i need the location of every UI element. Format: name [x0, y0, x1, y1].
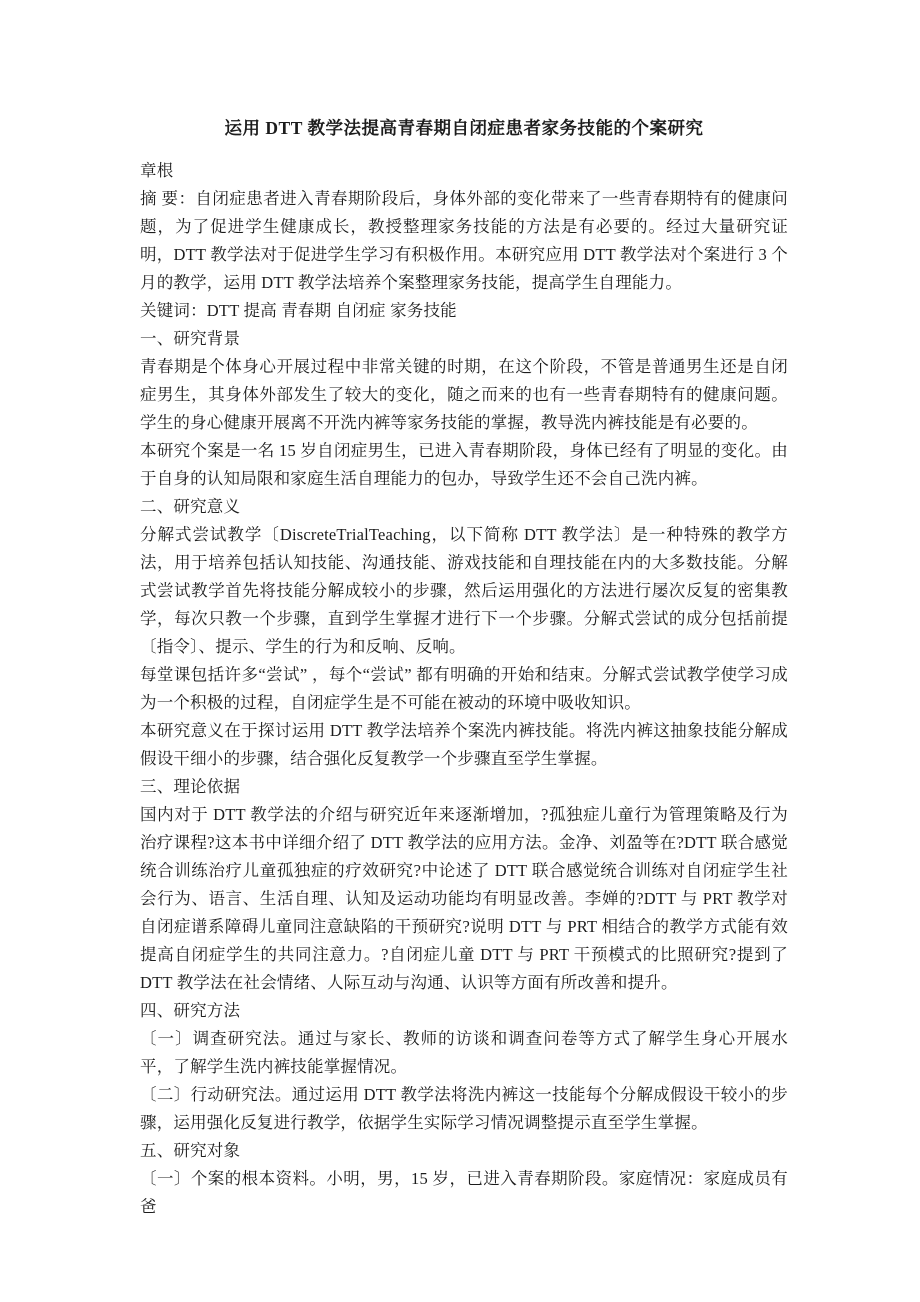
paragraph: 摘 要：自闭症患者进入青春期阶段后，身体外部的变化带来了一些青春期特有的健康问题，为了促进学生健康成长，教授整理家务技能的方法是有必要的。经过大量研究证明，DTT 教学法对于促进学生学习有积极作用。本研究应用 DTT 教学法对个案进行 3 个月的教学，运用 DTT 教学法培养个案整理家务技能，提高学生自理能力。	[140, 189, 788, 292]
section-heading: 三、理论依据	[140, 777, 241, 796]
author-line: 章根	[140, 161, 174, 180]
paragraph: 本研究个案是一名 15 岁自闭症男生，已进入青春期阶段，身体已经有了明显的变化。由于自身的认知局限和家庭生活自理能力的包办，导致学生还不会自己洗内裤。	[140, 441, 788, 488]
paragraph: 国内对于 DTT 教学法的介绍与研究近年来逐渐增加，?孤独症儿童行为管理策略及行为治疗课程?这本书中详细介绍了 DTT 教学法的应用方法。金净、刘盈等在?DTT 联合感觉统合训练治疗儿童孤独症的疗效研究?中论述了 DTT 联合感觉统合训练对自闭症学生社会行为、语言、生活自理、认知及运动功能均有明显改善。李婵的?DTT 与 PRT 教学对自闭症谱系障碍儿童同注意缺陷的干预研究?说明 DTT 与 PRT 相结合的教学方式能有效提高自闭症学生的共同注意力。?自闭症儿童 DTT 与 PRT 干预模式的比照研究?提到了 DTT 教学法在社会情绪、人际互动与沟通、认识等方面有所改善和提升。	[140, 805, 788, 992]
paragraph: 〔一〕调查研究法。通过与家长、教师的访谈和调查问卷等方式了解学生身心开展水平，了解学生洗内裤技能掌握情况。	[140, 1029, 788, 1076]
paragraph: 每堂课包括许多“尝试” ，每个“尝试” 都有明确的开始和结束。分解式尝试教学使学习成为一个积极的过程，自闭症学生是不可能在被动的环境中吸收知识。	[140, 665, 788, 712]
paragraphs-container	[140, 185, 788, 1221]
paragraph: 〔一〕个案的根本资料。小明，男，15 岁，已进入青春期阶段。家庭情况：家庭成员有爸	[140, 1169, 788, 1216]
section-heading: 一、研究背景	[140, 329, 241, 348]
paragraph: 关键词：DTT 提高 青春期 自闭症 家务技能	[140, 301, 457, 320]
document-content	[140, 114, 788, 1221]
paragraph: 分解式尝试教学〔DiscreteTrialTeaching，以下简称 DTT 教学法〕是一种特殊的教学方法，用于培养包括认知技能、沟通技能、游戏技能和自理技能在内的大多数技能。分解式尝试教学首先将技能分解成较小的步骤，然后运用强化的方法进行屡次反复的密集教学，每次只教一个步骤，直到学生掌握才进行下一个步骤。分解式尝试的成分包括前提〔指令〕、提示、学生的行为和反响、反响。	[140, 525, 788, 656]
paragraph: 〔二〕行动研究法。通过运用 DTT 教学法将洗内裤这一技能每个分解成假设干较小的步骤，运用强化反复进行教学，依据学生实际学习情况调整提示直至学生掌握。	[140, 1085, 788, 1132]
document-title: 运用 DTT 教学法提高青春期自闭症患者家务技能的个案研究	[224, 118, 704, 138]
paragraph: 青春期是个体身心开展过程中非常关键的时期，在这个阶段，不管是普通男生还是自闭症男生，其身体外部发生了较大的变化，随之而来的也有一些青春期特有的健康问题。学生的身心健康开展离不开洗内裤等家务技能的掌握，教导洗内裤技能是有必要的。	[140, 357, 788, 432]
section-heading: 四、研究方法	[140, 1001, 241, 1020]
paragraph: 本研究意义在于探讨运用 DTT 教学法培养个案洗内裤技能。将洗内裤这抽象技能分解成假设干细小的步骤，结合强化反复教学一个步骤直至学生掌握。	[140, 721, 788, 768]
section-heading: 二、研究意义	[140, 497, 241, 516]
section-heading: 五、研究对象	[140, 1141, 241, 1160]
